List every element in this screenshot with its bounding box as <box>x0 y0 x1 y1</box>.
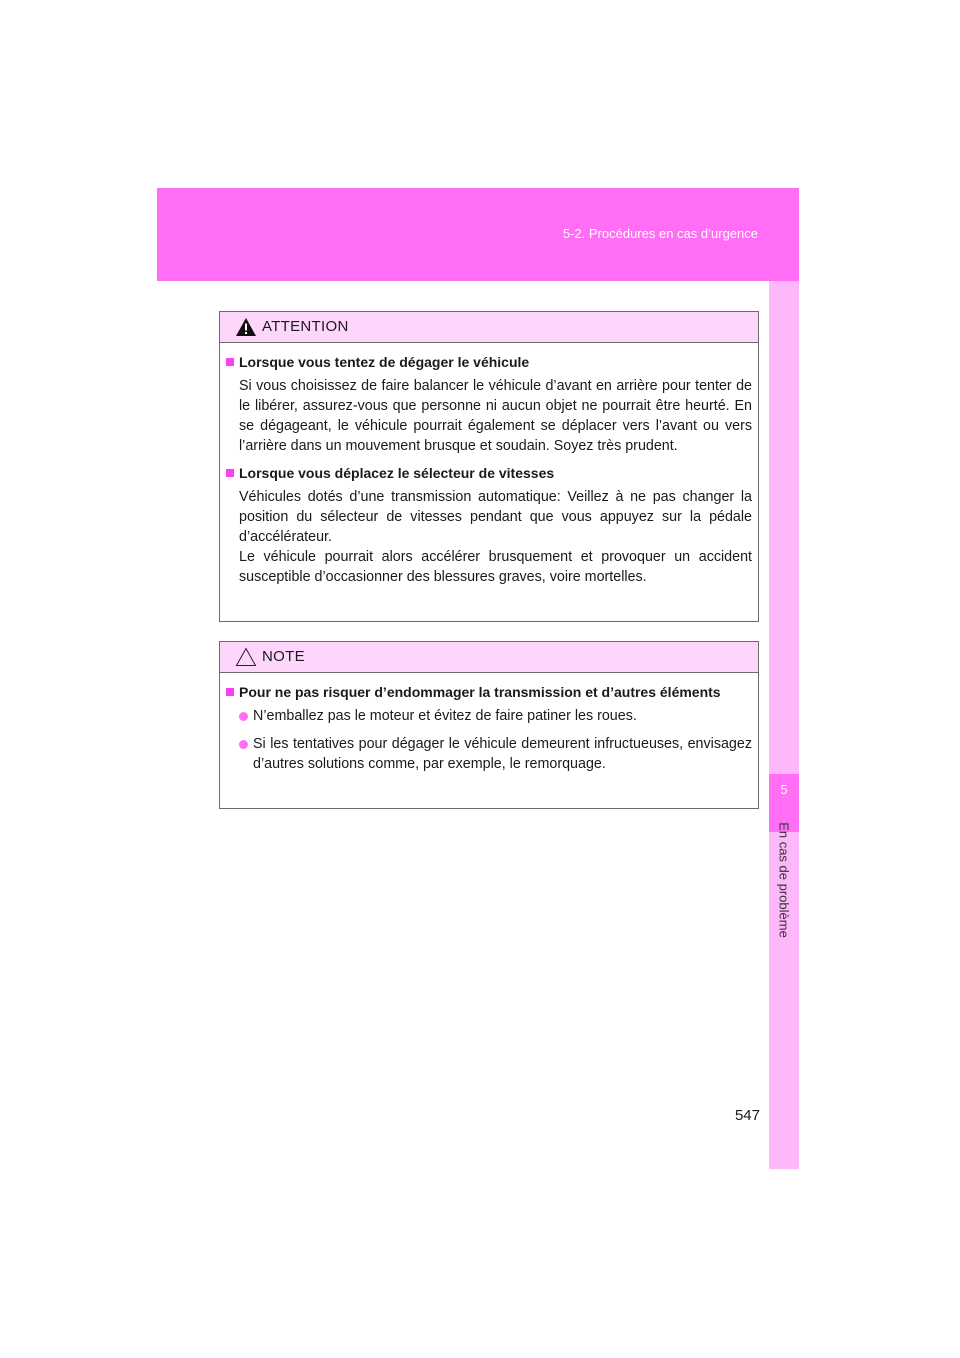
attention-section-heading <box>226 353 752 372</box>
section-title-header: 5-2. Procédures en cas d’urgence <box>562 226 758 241</box>
attention-paragraph <box>226 487 752 587</box>
chapter-label: En cas de problème <box>776 822 792 938</box>
attention-section-heading <box>226 464 752 483</box>
page-number: 547 <box>734 1107 760 1124</box>
note-heading-text: Pour ne pas risquer d’endommager la transmission et d’autres éléments <box>239 684 721 700</box>
attention-paragraph-line: Véhicules dotés d’une transmission automatique: Veillez à ne pas changer la position du sélecteur de vitesses pendant que vous appuyez sur la pédale d’accélérateur. <box>239 489 752 545</box>
note-box <box>219 641 759 809</box>
note-section-heading <box>226 683 752 702</box>
attention-title: ATTENTION <box>262 318 349 335</box>
attention-heading-text: Lorsque vous tentez de dégager le véhicule <box>239 354 530 370</box>
square-bullet-icon <box>226 469 234 477</box>
circle-bullet-icon <box>239 740 248 749</box>
chapter-side-strip <box>769 281 799 1169</box>
note-bullet-text: N’emballez pas le moteur et évitez de faire patiner les roues. <box>253 708 637 724</box>
attention-paragraph-line: Le véhicule pourrait alors accélérer brusquement et provoquer un accident susceptible d’occasionner des blessures graves, voire mortelles. <box>239 549 752 585</box>
note-bullet <box>226 734 752 774</box>
warning-filled-icon <box>235 317 257 337</box>
circle-bullet-icon <box>239 712 248 721</box>
note-bullet <box>226 706 752 726</box>
square-bullet-icon <box>226 358 234 366</box>
attention-heading-text: Lorsque vous déplacez le sélecteur de vitesses <box>239 465 555 481</box>
note-bullet-text: Si les tentatives pour dégager le véhicule demeurent infructueuses, envisagez d’autres solutions comme, par exemple, le remorquage. <box>253 736 752 772</box>
note-title: NOTE <box>262 648 305 665</box>
chapter-number: 5 <box>780 782 788 797</box>
note-header <box>220 642 758 673</box>
warning-outline-icon <box>235 647 257 667</box>
square-bullet-icon <box>226 688 234 696</box>
attention-paragraph: Si vous choisissez de faire balancer le véhicule d’avant en arrière pour tenter de le libérer, assurez-vous que personne ni aucun objet ne pourrait être heurté. En se dégageant, le véhicule pourrait également se déplacer vers l’avant ou vers l’arrière dans un mouvement brusque et soudain. Soyez très prudent. <box>239 378 752 454</box>
attention-header <box>220 312 758 343</box>
header-band <box>157 188 799 281</box>
attention-box <box>219 311 759 622</box>
